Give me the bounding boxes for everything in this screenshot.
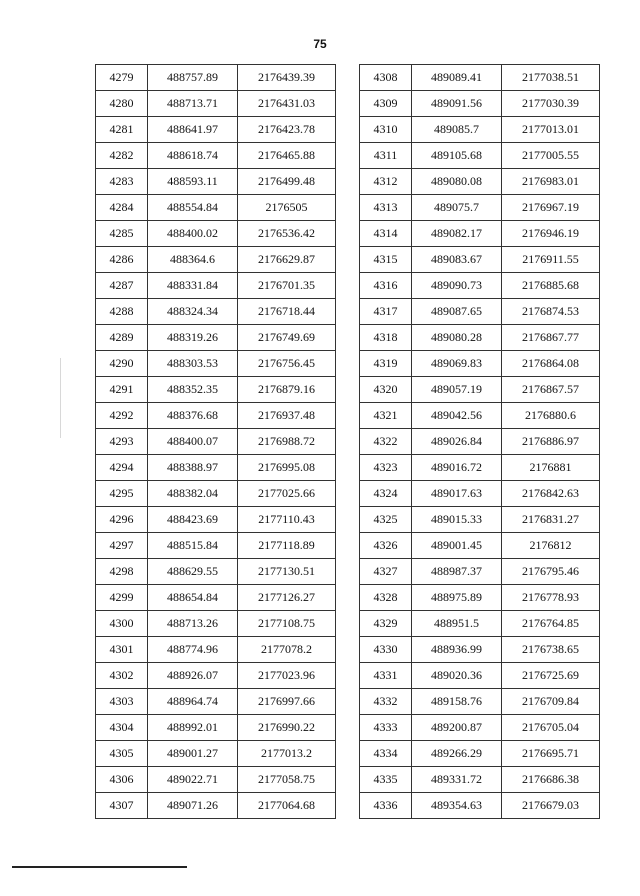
table-row — [360, 91, 600, 117]
y-coordinate-cell: 2177030.39 — [502, 91, 600, 117]
x-coordinate-cell: 488376.68 — [148, 403, 238, 429]
x-coordinate-cell: 488936.99 — [412, 637, 502, 663]
table-row — [96, 533, 336, 559]
y-coordinate-cell: 2177130.51 — [238, 559, 336, 585]
point-number-cell: 4302 — [96, 663, 148, 689]
y-coordinate-cell: 2176842.63 — [502, 481, 600, 507]
point-number-cell: 4328 — [360, 585, 412, 611]
coordinate-table-left — [95, 64, 336, 819]
x-coordinate-cell: 488618.74 — [148, 143, 238, 169]
point-number-cell: 4281 — [96, 117, 148, 143]
table-row — [360, 455, 600, 481]
point-number-cell: 4325 — [360, 507, 412, 533]
x-coordinate-cell: 489016.72 — [412, 455, 502, 481]
y-coordinate-cell: 2176725.69 — [502, 663, 600, 689]
point-number-cell: 4309 — [360, 91, 412, 117]
point-number-cell: 4284 — [96, 195, 148, 221]
table-row — [96, 455, 336, 481]
x-coordinate-cell: 488400.02 — [148, 221, 238, 247]
y-coordinate-cell: 2177078.2 — [238, 637, 336, 663]
table-row — [360, 507, 600, 533]
y-coordinate-cell: 2176812 — [502, 533, 600, 559]
point-number-cell: 4290 — [96, 351, 148, 377]
point-number-cell: 4298 — [96, 559, 148, 585]
table-row — [96, 195, 336, 221]
y-coordinate-cell: 2176988.72 — [238, 429, 336, 455]
point-number-cell: 4297 — [96, 533, 148, 559]
x-coordinate-cell: 489026.84 — [412, 429, 502, 455]
point-number-cell: 4335 — [360, 767, 412, 793]
table-row — [360, 715, 600, 741]
y-coordinate-cell: 2177025.66 — [238, 481, 336, 507]
x-coordinate-cell: 488319.26 — [148, 325, 238, 351]
table-row — [360, 117, 600, 143]
x-coordinate-cell: 488654.84 — [148, 585, 238, 611]
y-coordinate-cell: 2176536.42 — [238, 221, 336, 247]
y-coordinate-cell: 2176881 — [502, 455, 600, 481]
x-coordinate-cell: 488515.84 — [148, 533, 238, 559]
point-number-cell: 4317 — [360, 299, 412, 325]
point-number-cell: 4299 — [96, 585, 148, 611]
table-row — [360, 429, 600, 455]
table-row — [360, 741, 600, 767]
point-number-cell: 4320 — [360, 377, 412, 403]
x-coordinate-cell: 489354.63 — [412, 793, 502, 819]
table-row — [360, 559, 600, 585]
x-coordinate-cell: 488593.11 — [148, 169, 238, 195]
y-coordinate-cell: 2176995.08 — [238, 455, 336, 481]
table-row — [96, 793, 336, 819]
x-coordinate-cell: 489091.56 — [412, 91, 502, 117]
x-coordinate-cell: 488713.26 — [148, 611, 238, 637]
x-coordinate-cell: 488352.35 — [148, 377, 238, 403]
y-coordinate-cell: 2176885.68 — [502, 273, 600, 299]
point-number-cell: 4296 — [96, 507, 148, 533]
point-number-cell: 4327 — [360, 559, 412, 585]
point-number-cell: 4333 — [360, 715, 412, 741]
x-coordinate-cell: 488331.84 — [148, 273, 238, 299]
y-coordinate-cell: 2177126.27 — [238, 585, 336, 611]
point-number-cell: 4308 — [360, 65, 412, 91]
point-number-cell: 4324 — [360, 481, 412, 507]
page-number: 75 — [313, 37, 327, 51]
point-number-cell: 4332 — [360, 689, 412, 715]
table-row — [360, 143, 600, 169]
y-coordinate-cell: 2177005.55 — [502, 143, 600, 169]
y-coordinate-cell: 2176937.48 — [238, 403, 336, 429]
table-row — [96, 507, 336, 533]
y-coordinate-cell: 2176738.65 — [502, 637, 600, 663]
x-coordinate-cell: 488992.01 — [148, 715, 238, 741]
y-coordinate-cell: 2176983.01 — [502, 169, 600, 195]
point-number-cell: 4323 — [360, 455, 412, 481]
x-coordinate-cell: 488987.37 — [412, 559, 502, 585]
point-number-cell: 4306 — [96, 767, 148, 793]
point-number-cell: 4312 — [360, 169, 412, 195]
x-coordinate-cell: 489105.68 — [412, 143, 502, 169]
point-number-cell: 4304 — [96, 715, 148, 741]
x-coordinate-cell: 489200.87 — [412, 715, 502, 741]
y-coordinate-cell: 2176499.48 — [238, 169, 336, 195]
y-coordinate-cell: 2176465.88 — [238, 143, 336, 169]
x-coordinate-cell: 488382.04 — [148, 481, 238, 507]
x-coordinate-cell: 488774.96 — [148, 637, 238, 663]
point-number-cell: 4289 — [96, 325, 148, 351]
y-coordinate-cell: 2176701.35 — [238, 273, 336, 299]
point-number-cell: 4286 — [96, 247, 148, 273]
table-row — [96, 559, 336, 585]
y-coordinate-cell: 2176946.19 — [502, 221, 600, 247]
point-number-cell: 4301 — [96, 637, 148, 663]
x-coordinate-cell: 489020.36 — [412, 663, 502, 689]
table-row — [96, 91, 336, 117]
point-number-cell: 4279 — [96, 65, 148, 91]
table-row — [96, 637, 336, 663]
y-coordinate-cell: 2176911.55 — [502, 247, 600, 273]
x-coordinate-cell: 488951.5 — [412, 611, 502, 637]
x-coordinate-cell: 489001.45 — [412, 533, 502, 559]
y-coordinate-cell: 2177108.75 — [238, 611, 336, 637]
x-coordinate-cell: 489082.17 — [412, 221, 502, 247]
point-number-cell: 4300 — [96, 611, 148, 637]
x-coordinate-cell: 489071.26 — [148, 793, 238, 819]
y-coordinate-cell: 2176686.38 — [502, 767, 600, 793]
y-coordinate-cell: 2176439.39 — [238, 65, 336, 91]
x-coordinate-cell: 488926.07 — [148, 663, 238, 689]
y-coordinate-cell: 2177118.89 — [238, 533, 336, 559]
table-row — [96, 351, 336, 377]
y-coordinate-cell: 2176423.78 — [238, 117, 336, 143]
x-coordinate-cell: 489042.56 — [412, 403, 502, 429]
x-coordinate-cell: 489075.7 — [412, 195, 502, 221]
x-coordinate-cell: 489158.76 — [412, 689, 502, 715]
table-body — [360, 65, 600, 819]
y-coordinate-cell: 2176879.16 — [238, 377, 336, 403]
point-number-cell: 4287 — [96, 273, 148, 299]
x-coordinate-cell: 489022.71 — [148, 767, 238, 793]
point-number-cell: 4319 — [360, 351, 412, 377]
table-row — [360, 611, 600, 637]
point-number-cell: 4293 — [96, 429, 148, 455]
x-coordinate-cell: 489015.33 — [412, 507, 502, 533]
point-number-cell: 4326 — [360, 533, 412, 559]
y-coordinate-cell: 2176431.03 — [238, 91, 336, 117]
y-coordinate-cell: 2176867.77 — [502, 325, 600, 351]
table-row — [360, 481, 600, 507]
point-number-cell: 4313 — [360, 195, 412, 221]
table-row — [96, 715, 336, 741]
point-number-cell: 4329 — [360, 611, 412, 637]
point-number-cell: 4295 — [96, 481, 148, 507]
table-row — [360, 195, 600, 221]
y-coordinate-cell: 2176629.87 — [238, 247, 336, 273]
x-coordinate-cell: 488757.89 — [148, 65, 238, 91]
y-coordinate-cell: 2177013.2 — [238, 741, 336, 767]
table-row — [360, 65, 600, 91]
table-row — [96, 117, 336, 143]
point-number-cell: 4330 — [360, 637, 412, 663]
y-coordinate-cell: 2176749.69 — [238, 325, 336, 351]
y-coordinate-cell: 2177058.75 — [238, 767, 336, 793]
table-row — [96, 143, 336, 169]
point-number-cell: 4294 — [96, 455, 148, 481]
table-row — [360, 377, 600, 403]
table-row — [96, 663, 336, 689]
point-number-cell: 4303 — [96, 689, 148, 715]
scan-mark — [60, 358, 61, 438]
table-row — [96, 481, 336, 507]
table-row — [96, 767, 336, 793]
table-row — [360, 403, 600, 429]
y-coordinate-cell: 2176864.08 — [502, 351, 600, 377]
x-coordinate-cell: 489083.67 — [412, 247, 502, 273]
x-coordinate-cell: 488713.71 — [148, 91, 238, 117]
x-coordinate-cell: 488975.89 — [412, 585, 502, 611]
x-coordinate-cell: 488554.84 — [148, 195, 238, 221]
point-number-cell: 4280 — [96, 91, 148, 117]
table-row — [96, 247, 336, 273]
point-number-cell: 4336 — [360, 793, 412, 819]
x-coordinate-cell: 489331.72 — [412, 767, 502, 793]
table-row — [96, 65, 336, 91]
point-number-cell: 4282 — [96, 143, 148, 169]
y-coordinate-cell: 2176880.6 — [502, 403, 600, 429]
y-coordinate-cell: 2176990.22 — [238, 715, 336, 741]
point-number-cell: 4291 — [96, 377, 148, 403]
point-number-cell: 4311 — [360, 143, 412, 169]
table-row — [96, 429, 336, 455]
point-number-cell: 4318 — [360, 325, 412, 351]
table-row — [96, 377, 336, 403]
point-number-cell: 4315 — [360, 247, 412, 273]
y-coordinate-cell: 2176778.93 — [502, 585, 600, 611]
table-row — [96, 299, 336, 325]
table-row — [96, 221, 336, 247]
y-coordinate-cell: 2177064.68 — [238, 793, 336, 819]
table-row — [96, 611, 336, 637]
x-coordinate-cell: 489085.7 — [412, 117, 502, 143]
table-row — [360, 247, 600, 273]
table-row — [360, 793, 600, 819]
table-row — [360, 767, 600, 793]
x-coordinate-cell: 489080.28 — [412, 325, 502, 351]
y-coordinate-cell: 2176867.57 — [502, 377, 600, 403]
table-row — [96, 169, 336, 195]
x-coordinate-cell: 488629.55 — [148, 559, 238, 585]
point-number-cell: 4285 — [96, 221, 148, 247]
y-coordinate-cell: 2176997.66 — [238, 689, 336, 715]
table-row — [96, 403, 336, 429]
point-number-cell: 4334 — [360, 741, 412, 767]
table-row — [360, 169, 600, 195]
y-coordinate-cell: 2176795.46 — [502, 559, 600, 585]
point-number-cell: 4331 — [360, 663, 412, 689]
y-coordinate-cell: 2177023.96 — [238, 663, 336, 689]
x-coordinate-cell: 488364.6 — [148, 247, 238, 273]
x-coordinate-cell: 488423.69 — [148, 507, 238, 533]
table-row — [360, 533, 600, 559]
x-coordinate-cell: 488388.97 — [148, 455, 238, 481]
x-coordinate-cell: 489080.08 — [412, 169, 502, 195]
table-row — [360, 351, 600, 377]
x-coordinate-cell: 489087.65 — [412, 299, 502, 325]
y-coordinate-cell: 2176709.84 — [502, 689, 600, 715]
x-coordinate-cell: 489017.63 — [412, 481, 502, 507]
y-coordinate-cell: 2176874.53 — [502, 299, 600, 325]
point-number-cell: 4292 — [96, 403, 148, 429]
table-row — [360, 299, 600, 325]
point-number-cell: 4305 — [96, 741, 148, 767]
x-coordinate-cell: 489001.27 — [148, 741, 238, 767]
table-row — [96, 585, 336, 611]
table-row — [360, 637, 600, 663]
x-coordinate-cell: 489266.29 — [412, 741, 502, 767]
x-coordinate-cell: 489069.83 — [412, 351, 502, 377]
point-number-cell: 4283 — [96, 169, 148, 195]
table-row — [360, 585, 600, 611]
table-row — [360, 273, 600, 299]
x-coordinate-cell: 489057.19 — [412, 377, 502, 403]
point-number-cell: 4314 — [360, 221, 412, 247]
x-coordinate-cell: 488400.07 — [148, 429, 238, 455]
table-body — [96, 65, 336, 819]
table-row — [360, 663, 600, 689]
x-coordinate-cell: 488324.34 — [148, 299, 238, 325]
table-row — [96, 325, 336, 351]
y-coordinate-cell: 2176718.44 — [238, 299, 336, 325]
y-coordinate-cell: 2177110.43 — [238, 507, 336, 533]
x-coordinate-cell: 488641.97 — [148, 117, 238, 143]
coordinate-table-right — [359, 64, 600, 819]
y-coordinate-cell: 2176764.85 — [502, 611, 600, 637]
y-coordinate-cell: 2176679.03 — [502, 793, 600, 819]
table-row — [360, 689, 600, 715]
table-row — [360, 325, 600, 351]
footnote-rule — [12, 866, 187, 868]
y-coordinate-cell: 2176505 — [238, 195, 336, 221]
x-coordinate-cell: 488303.53 — [148, 351, 238, 377]
y-coordinate-cell: 2176705.04 — [502, 715, 600, 741]
point-number-cell: 4316 — [360, 273, 412, 299]
point-number-cell: 4310 — [360, 117, 412, 143]
point-number-cell: 4307 — [96, 793, 148, 819]
y-coordinate-cell: 2176756.45 — [238, 351, 336, 377]
point-number-cell: 4288 — [96, 299, 148, 325]
y-coordinate-cell: 2176831.27 — [502, 507, 600, 533]
y-coordinate-cell: 2176967.19 — [502, 195, 600, 221]
x-coordinate-cell: 489090.73 — [412, 273, 502, 299]
y-coordinate-cell: 2177013.01 — [502, 117, 600, 143]
y-coordinate-cell: 2176695.71 — [502, 741, 600, 767]
table-row — [96, 273, 336, 299]
table-row — [96, 689, 336, 715]
point-number-cell: 4322 — [360, 429, 412, 455]
y-coordinate-cell: 2177038.51 — [502, 65, 600, 91]
point-number-cell: 4321 — [360, 403, 412, 429]
table-row — [360, 221, 600, 247]
y-coordinate-cell: 2176886.97 — [502, 429, 600, 455]
table-row — [96, 741, 336, 767]
x-coordinate-cell: 488964.74 — [148, 689, 238, 715]
x-coordinate-cell: 489089.41 — [412, 65, 502, 91]
